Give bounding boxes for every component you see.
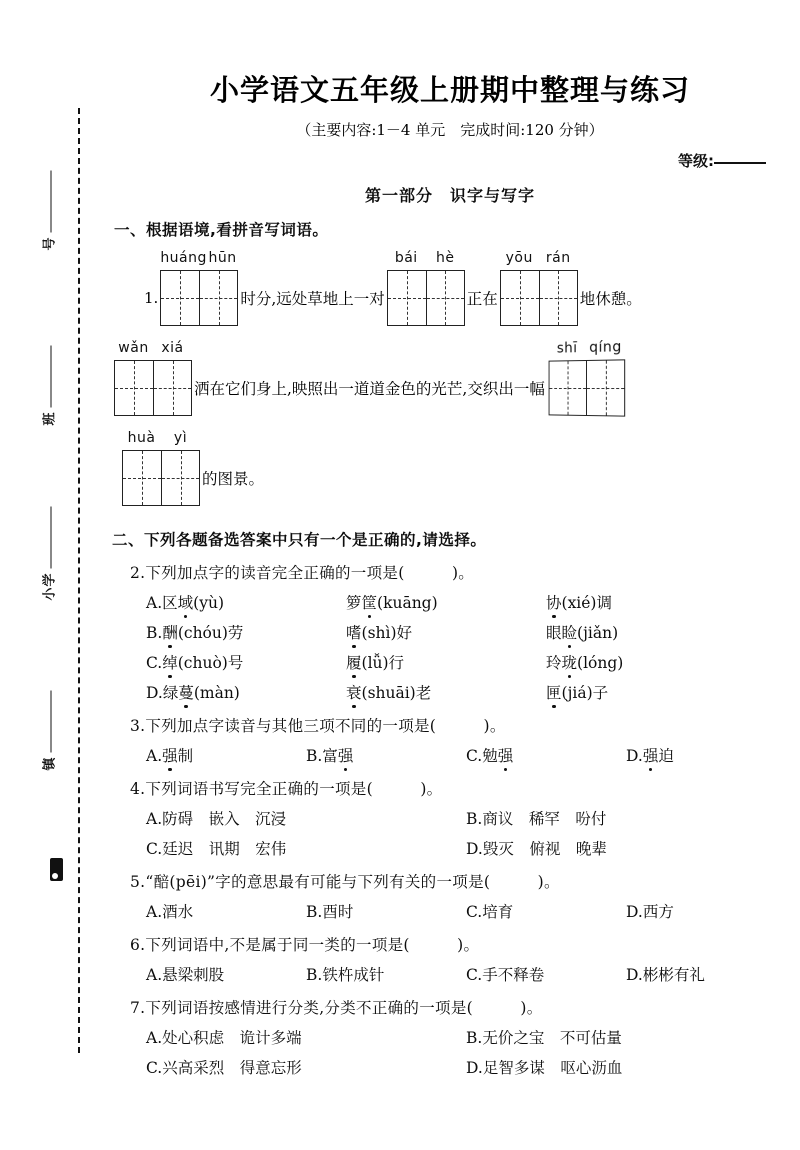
question-text: 下列加点字读音与其他三项不同的一项是( )。 (145, 717, 506, 735)
option-row (146, 621, 800, 643)
pinyin-hint (122, 430, 200, 446)
option-letter: A. (146, 810, 163, 828)
option-letter: D. (626, 903, 643, 921)
scan-artifact-mark (50, 858, 63, 881)
question-number: 6. (130, 936, 146, 954)
answer-option[interactable] (626, 900, 786, 922)
tianzige-huanghun[interactable] (160, 250, 238, 326)
emphasized-character: 强 (498, 744, 514, 766)
option-letter: B. (306, 966, 323, 984)
question-number: 3. (130, 717, 146, 735)
pinyin-hint (387, 250, 465, 266)
answer-option[interactable] (466, 1056, 786, 1078)
emphasized-character: 强 (643, 744, 659, 766)
answer-option[interactable] (466, 744, 626, 766)
answer-option[interactable] (146, 591, 346, 613)
emphasized-character: 协 (546, 591, 562, 613)
option-text: 手不释卷 (482, 966, 545, 984)
pinyin-syllable: qíng (589, 338, 622, 356)
question-text: 下列词语书写完全正确的一项是( )。 (145, 780, 443, 798)
option-text: 商议 稀罕 吩付 (482, 810, 607, 828)
question-stem (130, 777, 800, 799)
tianzige-cell[interactable] (153, 361, 191, 415)
line2-text-1: 洒在它们身上,映照出一道道金色的光芒,交织出一幅 (194, 380, 545, 398)
option-text: 处心积虑 诡计多端 (162, 1029, 302, 1047)
emphasized-character: 强 (338, 744, 354, 766)
option-text: (chuò)号 (177, 654, 244, 672)
pinyin-syllable: yì (173, 430, 188, 446)
option-text: 制 (177, 747, 194, 765)
tianzige-cell[interactable] (161, 271, 199, 325)
answer-option[interactable] (146, 1026, 466, 1048)
option-letter: C. (146, 840, 163, 858)
option-letter: B. (146, 624, 163, 642)
answer-option[interactable] (346, 681, 546, 703)
margin-field-label: 号 (42, 236, 58, 251)
option-letter: D. (466, 1059, 483, 1077)
option-text: (shuāi)老 (361, 684, 432, 702)
answer-option[interactable] (146, 621, 346, 643)
tianzige-cell[interactable] (586, 360, 624, 415)
option-row (146, 900, 800, 922)
emphasized-character: 珑 (562, 651, 578, 673)
margin-field-rule[interactable] (51, 345, 52, 407)
section-one-heading: 一、根据语境,看拼音写词语。 (114, 221, 329, 239)
question-text: “醅(pēi)”字的意思最有可能与下列有关的一项是( )。 (145, 873, 560, 891)
pinyin-hint (114, 340, 192, 356)
option-letter: C. (146, 654, 163, 672)
pinyin-syllable: rán (545, 250, 571, 266)
answer-option[interactable] (546, 621, 746, 643)
tianzige-cell[interactable] (161, 451, 199, 505)
emphasized-character: 域 (178, 591, 194, 613)
answer-option[interactable] (306, 744, 466, 766)
option-text: (chóu)劳 (177, 624, 244, 642)
margin-field-label: 镇 (42, 756, 58, 771)
item-number: 1. (144, 289, 159, 307)
option-letter: D. (466, 840, 483, 858)
option-text: 酉时 (322, 903, 354, 921)
pinyin-syllable: wǎn (118, 340, 149, 356)
margin-field-rule[interactable] (51, 506, 52, 568)
option-text: 铁杵成针 (322, 966, 385, 984)
option-row (146, 651, 800, 673)
margin-field-town[interactable] (39, 719, 58, 771)
answer-option[interactable] (146, 744, 306, 766)
option-text: (lóng) (577, 654, 624, 672)
option-text: 廷迟 讯期 宏伟 (162, 840, 287, 858)
answer-option[interactable] (146, 900, 306, 922)
tianzige-cell[interactable] (123, 451, 161, 505)
answer-option[interactable] (626, 963, 786, 985)
answer-option[interactable] (146, 963, 306, 985)
pinyin-syllable: shī (556, 340, 578, 357)
answer-option[interactable] (146, 1056, 466, 1078)
option-text: 酒水 (162, 903, 194, 921)
tianzige-wanxia[interactable] (114, 340, 192, 416)
option-letter: B. (306, 747, 323, 765)
option-row (146, 963, 800, 985)
margin-field-class[interactable] (39, 374, 58, 426)
option-text: 玲 (546, 654, 562, 672)
answer-option[interactable] (306, 963, 466, 985)
pinyin-syllable: bái (394, 250, 418, 266)
question-number: 7. (130, 999, 146, 1017)
part-heading: 第一部分 识字与写字 (364, 186, 535, 205)
answer-option[interactable] (546, 651, 746, 673)
emphasized-character: 蔓 (178, 681, 194, 703)
pinyin-syllable: huà (127, 430, 156, 446)
binding-margin (0, 0, 100, 1150)
option-text: 彬彬有礼 (642, 966, 705, 984)
answer-option[interactable] (146, 651, 346, 673)
binding-dashed-line (78, 108, 80, 1053)
tianzige-cells[interactable] (160, 270, 238, 326)
emphasized-character: 绰 (162, 651, 178, 673)
option-text: (jiǎn) (577, 624, 619, 642)
question-text: 下列词语按感情进行分类,分类不正确的一项是( )。 (145, 999, 543, 1017)
pinyin-syllable: xiá (161, 340, 184, 356)
option-row (146, 807, 800, 829)
answer-option[interactable] (546, 681, 746, 703)
emphasized-character: 酬 (162, 621, 178, 643)
answer-option[interactable] (306, 900, 466, 922)
line1-text-1: 时分,远处草地上一对 (240, 290, 385, 308)
option-letter: D. (146, 684, 163, 702)
line1-text-2: 正在 (466, 290, 498, 308)
option-text: (kuāng) (377, 594, 438, 612)
question-stem (130, 870, 800, 892)
tianzige-cell[interactable] (199, 271, 237, 325)
emphasized-character: 强 (162, 744, 178, 766)
emphasized-character: 筐 (362, 591, 378, 613)
option-letter: A. (146, 1029, 163, 1047)
pinyin-syllable: hūn (208, 250, 237, 266)
option-letter: A. (146, 747, 163, 765)
option-text: 区 (162, 594, 178, 612)
emphasized-character: 匣 (546, 681, 562, 703)
tianzige-cell[interactable] (501, 271, 539, 325)
question-text: 下列加点字的读音完全正确的一项是( )。 (145, 564, 475, 582)
option-text: (jiá)子 (561, 684, 609, 702)
emphasized-character: 嗜 (346, 621, 362, 643)
tianzige-baihe[interactable] (387, 250, 465, 326)
option-row (146, 591, 800, 613)
question-stem (130, 714, 800, 736)
fill-in-line-1 (144, 250, 800, 326)
pinyin-syllable: huáng (160, 250, 207, 266)
tianzige-cell[interactable] (549, 361, 585, 415)
tianzige-cell[interactable] (388, 271, 426, 325)
margin-field-school[interactable] (39, 549, 58, 601)
tianzige-cell[interactable] (426, 271, 464, 325)
option-text: 迫 (658, 747, 674, 765)
option-letter: B. (306, 903, 323, 921)
option-letter: A. (146, 966, 163, 984)
option-row (146, 1026, 800, 1048)
option-row (146, 681, 800, 703)
margin-field-label: 班 (42, 411, 58, 426)
question-number: 5. (130, 873, 146, 891)
option-row (146, 1056, 800, 1078)
answer-option[interactable] (466, 963, 626, 985)
question-stem (130, 561, 800, 583)
line3-text-1: 的图景。 (202, 470, 265, 488)
option-text: (shì)好 (361, 624, 413, 642)
tianzige-shiqing[interactable] (548, 338, 625, 416)
pinyin-syllable: yōu (505, 250, 533, 266)
tianzige-youran[interactable] (500, 250, 578, 326)
option-letter: D. (626, 966, 643, 984)
pinyin-hint (548, 339, 625, 357)
option-letter: B. (466, 810, 483, 828)
question-stem (130, 996, 800, 1018)
tianzige-cell[interactable] (539, 271, 577, 325)
pinyin-hint (160, 250, 238, 266)
option-text: 勉 (482, 747, 498, 765)
option-text: 西方 (642, 903, 674, 921)
page-title: 小学语文五年级上册期中整理与练习 (209, 73, 690, 107)
option-text: 防碍 嵌入 沉浸 (162, 810, 287, 828)
fill-in-line-2 (114, 338, 800, 416)
answer-option[interactable] (346, 591, 546, 613)
tianzige-cells[interactable] (122, 450, 200, 506)
option-text: (xié)调 (561, 594, 612, 612)
question-number: 2. (130, 564, 146, 582)
fill-in-line-3 (122, 430, 800, 506)
question-stem (130, 933, 800, 955)
option-text: 兴高采烈 得意忘形 (162, 1059, 302, 1077)
option-text: 足智多谋 呕心沥血 (482, 1059, 623, 1077)
section-two-heading: 二、下列各题备选答案中只有一个是正确的,请选择。 (112, 531, 487, 549)
pinyin-syllable: hè (436, 250, 455, 266)
question-number: 4. (130, 780, 146, 798)
option-letter: C. (466, 966, 483, 984)
answer-option[interactable] (346, 621, 546, 643)
answer-option[interactable] (466, 1026, 786, 1048)
option-row (146, 837, 800, 859)
exam-paper-sheet (100, 0, 800, 1150)
question-text: 下列词语中,不是属于同一类的一项是( )。 (145, 936, 480, 954)
emphasized-character: 睑 (562, 621, 578, 643)
margin-field-number[interactable] (39, 199, 58, 251)
answer-option[interactable] (466, 807, 786, 829)
option-letter: C. (146, 1059, 163, 1077)
tianzige-cells[interactable] (114, 360, 192, 416)
answer-option[interactable] (346, 651, 546, 673)
tianzige-huayi[interactable] (122, 430, 200, 506)
answer-option[interactable] (146, 807, 466, 829)
tianzige-cell[interactable] (115, 361, 153, 415)
option-text: 悬梁刺股 (162, 966, 225, 984)
option-text: 无价之宝 不可估量 (482, 1029, 622, 1047)
answer-option[interactable] (546, 591, 746, 613)
option-letter: B. (466, 1029, 483, 1047)
answer-option[interactable] (146, 681, 346, 703)
grade-label: 等级: (678, 152, 714, 170)
tianzige-cells[interactable] (548, 359, 625, 416)
option-text: 眼 (546, 624, 562, 642)
paper-subtitle: （主要内容:1－4 单元 完成时间:120 分钟） (296, 121, 604, 139)
tianzige-cells[interactable] (387, 270, 465, 326)
option-text: (lǚ)行 (361, 654, 405, 672)
option-text: 箩 (346, 594, 362, 612)
margin-field-rule[interactable] (51, 170, 52, 232)
option-letter: A. (146, 903, 163, 921)
option-letter: A. (146, 594, 163, 612)
margin-field-rule[interactable] (51, 690, 52, 752)
tianzige-cells[interactable] (500, 270, 578, 326)
option-letter: D. (626, 747, 643, 765)
answer-option[interactable] (466, 837, 786, 859)
answer-option[interactable] (466, 900, 626, 922)
margin-field-label: 小学 (42, 572, 58, 601)
emphasized-character: 履 (346, 651, 362, 673)
answer-option[interactable] (146, 837, 466, 859)
pinyin-hint (500, 250, 578, 266)
option-row (146, 744, 800, 766)
option-text: (màn) (193, 684, 240, 702)
option-text: 绿 (162, 684, 179, 702)
option-letter: C. (466, 747, 483, 765)
multiple-choice-list (100, 561, 800, 1078)
option-text: 富 (322, 747, 338, 765)
option-text: 培育 (482, 903, 514, 921)
line1-text-3: 地休憩。 (579, 290, 642, 308)
option-text: 毁灭 俯视 晚辈 (482, 840, 607, 858)
grade-field (100, 150, 766, 171)
emphasized-character: 衰 (346, 681, 362, 703)
option-letter: C. (466, 903, 483, 921)
grade-blank-rule[interactable] (714, 162, 766, 164)
answer-option[interactable] (626, 744, 786, 766)
option-text: (yù) (193, 594, 224, 612)
